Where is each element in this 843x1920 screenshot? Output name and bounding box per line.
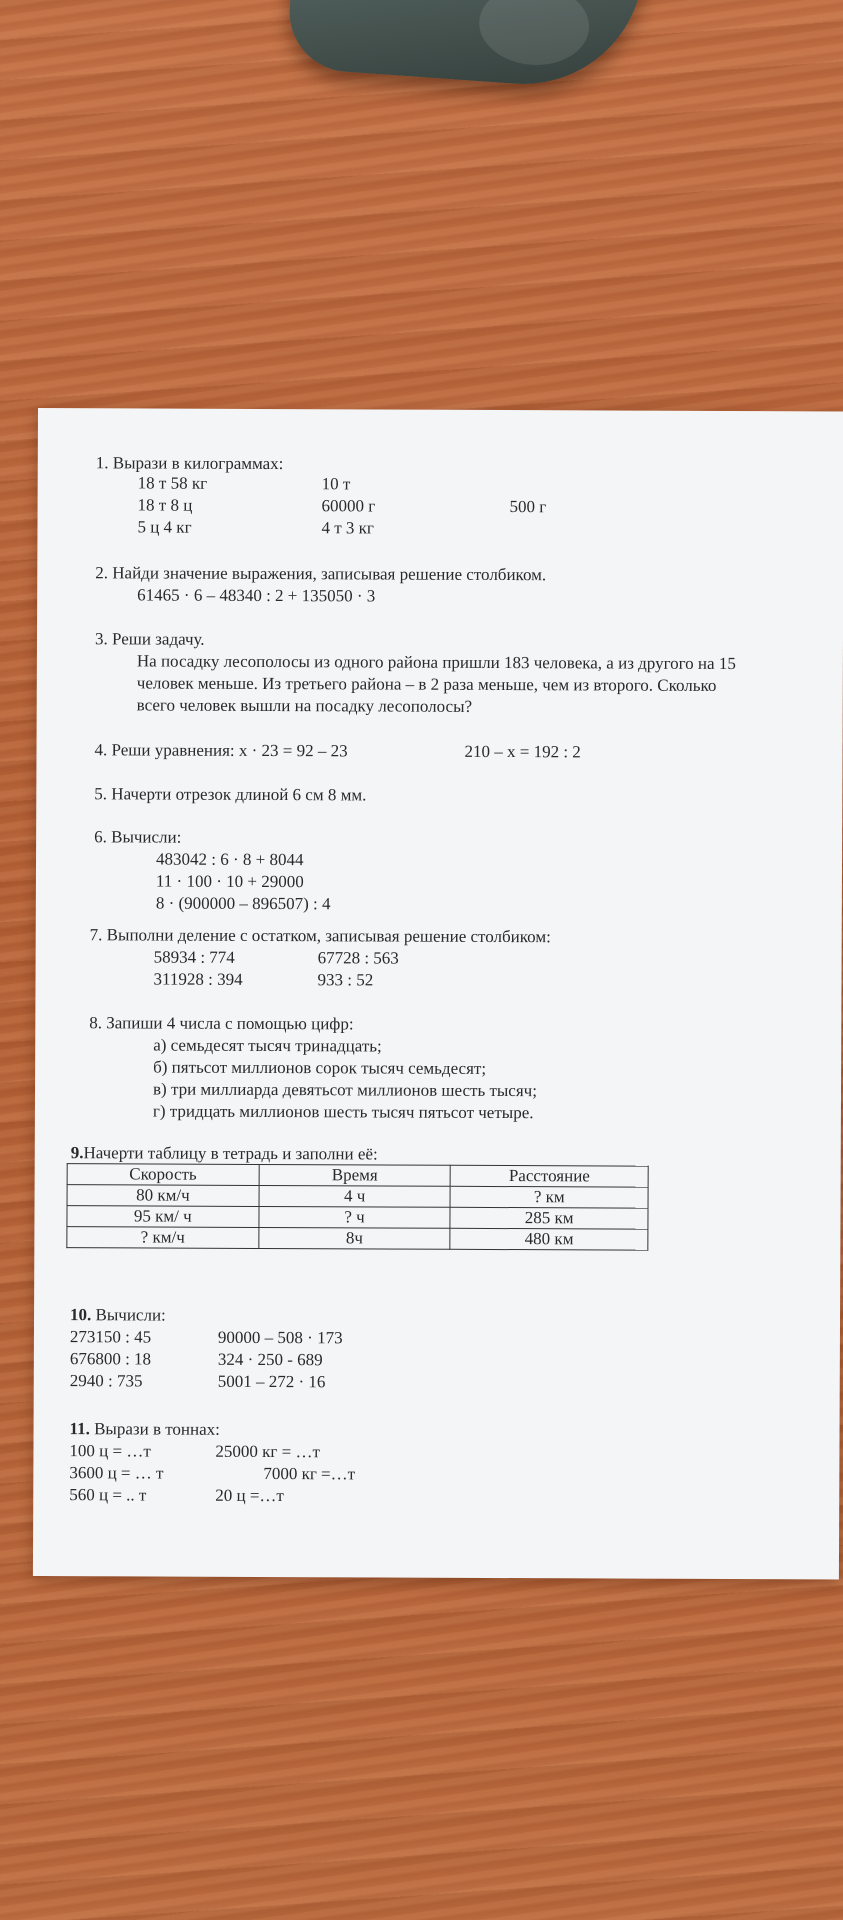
task-2-expression: 61465 · 6 – 48340 : 2 + 135050 · 3 xyxy=(137,585,376,606)
task-11-number: 11. xyxy=(69,1419,90,1439)
task-10-item: 5001 – 272 · 16 xyxy=(217,1371,326,1392)
task-1-item: 5 ц 4 кг xyxy=(137,517,192,537)
task-9-number: 9. xyxy=(70,1143,84,1163)
task-7-item: 67728 : 563 xyxy=(317,948,399,968)
task-9-title xyxy=(71,1142,378,1165)
table-row xyxy=(67,1185,648,1209)
table-cell: 4 ч xyxy=(259,1185,451,1207)
task-10-item: 324 · 250 - 689 xyxy=(217,1349,323,1370)
task-8-title: 8. Запиши 4 числа с помощью цифр: xyxy=(89,1013,354,1034)
task-6-title: 6. Вычисли: xyxy=(94,827,182,847)
task-10-title xyxy=(70,1304,166,1326)
speed-time-distance-table xyxy=(66,1163,648,1251)
task-10-item: 90000 – 508 · 173 xyxy=(217,1327,343,1348)
task-10-item: 676800 : 18 xyxy=(69,1349,152,1369)
task-11-item: 20 ц =…т xyxy=(215,1485,284,1506)
task-11-item: 3600 ц = … т xyxy=(69,1463,164,1483)
task-10-number: 10. xyxy=(70,1305,92,1325)
task-11-item: 25000 кг = …т xyxy=(215,1441,320,1462)
task-11-item: 560 ц = .. т xyxy=(69,1485,147,1505)
task-8-item: а) семьдесят тысяч тринадцать; xyxy=(153,1035,382,1056)
task-7-item: 58934 : 774 xyxy=(153,947,235,967)
table-cell: 95 км/ ч xyxy=(67,1206,259,1228)
task-10-item: 273150 : 45 xyxy=(69,1327,152,1347)
task-1-item: 10 т xyxy=(321,474,351,494)
task-8-item: б) пятьсот миллионов сорок тысяч семьдесят; xyxy=(153,1057,487,1078)
task-1-item: 18 т 8 ц xyxy=(137,495,193,515)
table-cell: ? км/ч xyxy=(67,1227,259,1249)
task-6-item: 11 · 100 · 10 + 29000 xyxy=(155,871,304,892)
task-3-line: На посадку лесополосы из одного района пришли 183 человека, а из другого на 15 xyxy=(136,651,736,674)
table-cell: 80 км/ч xyxy=(67,1185,259,1207)
task-3-title: 3. Реши задачу. xyxy=(94,629,205,649)
table-row xyxy=(67,1227,648,1251)
task-2-title: 2. Найди значение выражения, записывая решение столбиком. xyxy=(95,563,547,585)
task-7-item: 933 : 52 xyxy=(317,970,374,990)
task-1-title: 1. Вырази в килограммах: xyxy=(95,453,284,474)
task-3-line: всего человек вышли на посадку лесополосы? xyxy=(136,695,473,716)
stapler-object xyxy=(286,0,645,92)
table-cell: 285 км xyxy=(450,1207,648,1229)
task-5-title: 5. Начерти отрезок длиной 6 см 8 мм. xyxy=(94,784,367,805)
task-1-item: 4 т 3 кг xyxy=(321,518,374,538)
task-10-title-text: Вычисли: xyxy=(91,1305,166,1325)
table-header-cell: Расстояние xyxy=(451,1165,649,1187)
task-4-equation: 210 – х = 192 : 2 xyxy=(464,741,581,762)
table-cell: 480 км xyxy=(450,1228,648,1250)
task-1-item: 18 т 58 кг xyxy=(137,473,208,493)
worksheet-paper xyxy=(33,408,843,1580)
task-3-line: человек меньше. Из третьего района – в 2 раза меньше, чем из второго. Сколько xyxy=(136,673,717,695)
task-11-item: 7000 кг =…т xyxy=(263,1463,356,1484)
task-11-title xyxy=(69,1418,219,1441)
table-cell: 8ч xyxy=(259,1227,451,1249)
task-10-item: 2940 : 735 xyxy=(69,1371,143,1391)
task-8-item: г) тридцать миллионов шесть тысяч пятьсот четыре. xyxy=(152,1101,534,1123)
task-6-item: 483042 : 6 · 8 + 8044 xyxy=(155,849,304,870)
table-row xyxy=(67,1206,648,1230)
task-4-title: 4. Реши уравнения: х · 23 = 92 – 23 xyxy=(94,740,348,761)
table-header-cell: Скорость xyxy=(67,1164,259,1186)
task-1-item: 60000 г xyxy=(321,496,376,516)
task-11-item: 100 ц = …т xyxy=(69,1441,151,1461)
task-11-title-text: Вырази в тоннах: xyxy=(89,1419,220,1439)
task-7-item: 311928 : 394 xyxy=(153,969,243,989)
table-header-row xyxy=(67,1164,648,1188)
table-cell: ? км xyxy=(450,1186,648,1208)
task-8-item: в) три миллиарда девятьсот миллионов шесть тысяч; xyxy=(152,1079,538,1101)
table-header-cell: Время xyxy=(259,1164,451,1186)
task-7-title: 7. Выполни деление с остатком, записывая решение столбиком: xyxy=(89,925,551,947)
task-6-item: 8 · (900000 – 896507) : 4 xyxy=(155,893,331,914)
table-cell: ? ч xyxy=(259,1206,451,1228)
task-9-title-text: Начерти таблицу в тетрадь и заполни её: xyxy=(83,1143,378,1164)
task-1-item: 500 г xyxy=(509,497,547,517)
